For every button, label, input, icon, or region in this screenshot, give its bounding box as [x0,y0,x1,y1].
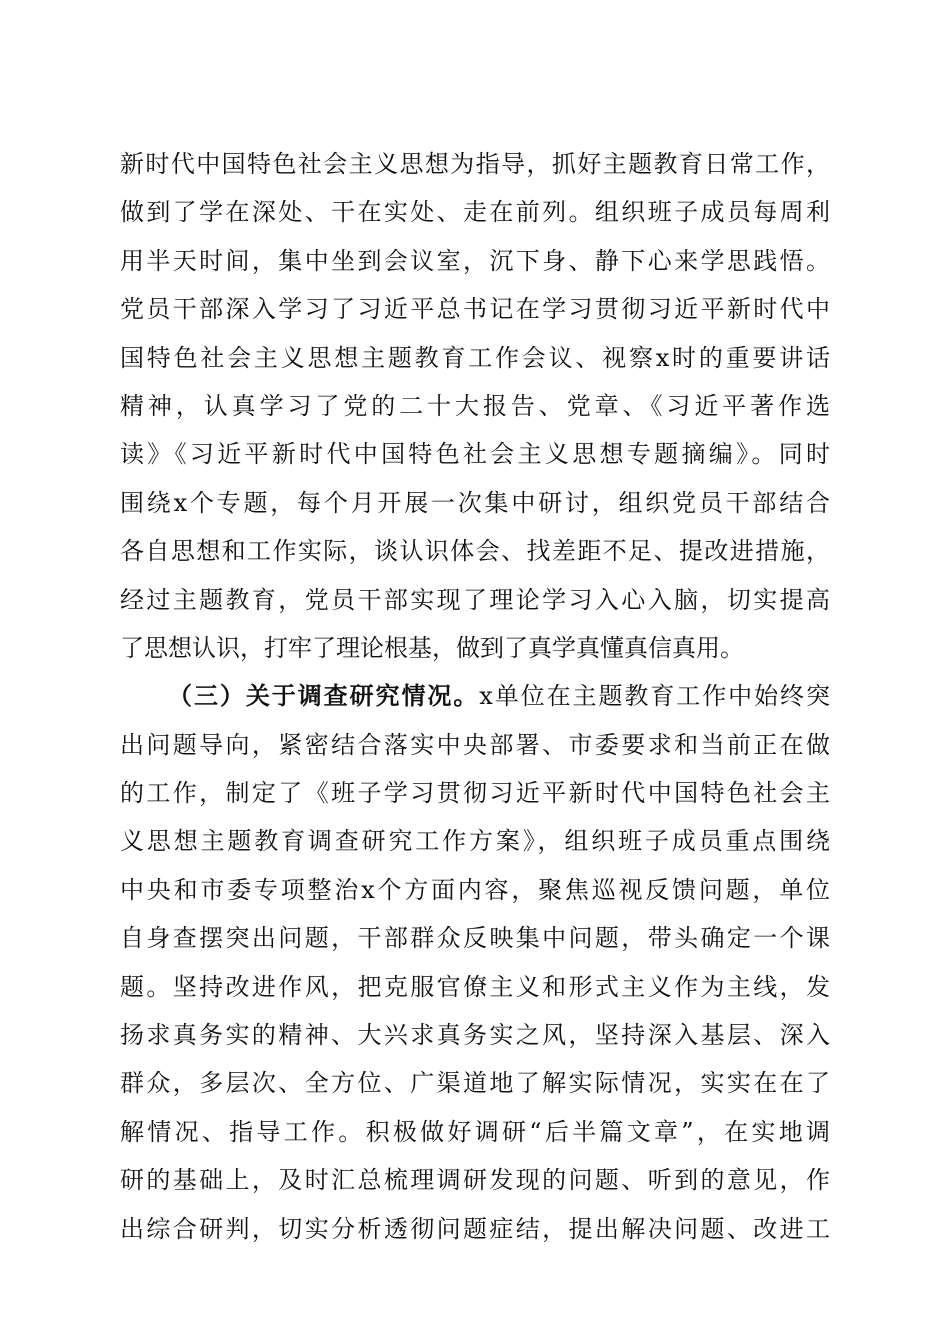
paragraph-research [120,672,830,1253]
text-line: 新时代中国特色社会主义思想为指导，抓好主题教育日常工作， [120,150,830,178]
text-line: 群众，多层次、全方位、广渠道地了解实际情况，实实在在了 [120,1069,830,1098]
text-line: 出问题导向，紧密结合落实中央部署、市委要求和当前正在做 [120,730,830,759]
text-line: 国特色社会主义思想主题教育工作会议、视察x时的重要讲话 [120,343,830,372]
text-line: 题。坚持改进作风，把克服官僚主义和形式主义作为主线，发 [120,972,830,1001]
section-heading-continuation: x单位在主题教育工作中始终突 [479,682,830,711]
text-line: 党员干部深入学习了习近平总书记在学习贯彻习近平新时代中 [120,295,830,324]
paragraph-study [120,140,830,672]
document-body [120,140,830,1253]
text-line: 围绕x个专题，每个月开展一次集中研讨，组织党员干部结合 [120,488,830,517]
text-line: 读》《习近平新时代中国特色社会主义思想专题摘编》。同时 [120,440,830,469]
section-heading-line [120,672,830,720]
text-line: 用半天时间，集中坐到会议室，沉下身、静下心来学思践悟。 [120,246,830,275]
text-line: 做到了学在深处、干在实处、走在前列。组织班子成员每周利 [120,198,830,227]
text-line: 精神，认真学习了党的二十大报告、党章、《习近平著作选 [120,391,830,420]
text-line: 中央和市委专项整治x个方面内容，聚焦巡视反馈问题，单位 [120,875,830,904]
text-line: 出综合研判，切实分析透彻问题症结，提出解决问题、改进工 [120,1214,830,1243]
text-line: 扬求真务实的精神、大兴求真务实之风，坚持深入基层、深入 [120,1021,830,1050]
text-line: 了思想认识，打牢了理论根基，做到了真学真懂真信真用。 [120,633,744,662]
text-line: 研的基础上，及时汇总梳理调研发现的问题、听到的意见，作 [120,1166,830,1195]
text-line: 各自思想和工作实际，谈认识体会、找差距不足、提改进措施， [120,537,830,566]
text-line: 的工作，制定了《班子学习贯彻习近平新时代中国特色社会主 [120,779,830,808]
text-line: 解情况、指导工作。积极做好调研“后半篇文章”，在实地调 [120,1117,830,1146]
text-line: 义思想主题教育调查研究工作方案》，组织班子成员重点围绕 [120,827,830,856]
text-line: 自身查摆突出问题，干部群众反映集中问题，带头确定一个课 [120,924,830,953]
section-heading: （三）关于调查研究情况。 [168,681,480,711]
text-line: 经过主题教育，党员干部实现了理论学习入心入脑，切实提高 [120,585,830,614]
